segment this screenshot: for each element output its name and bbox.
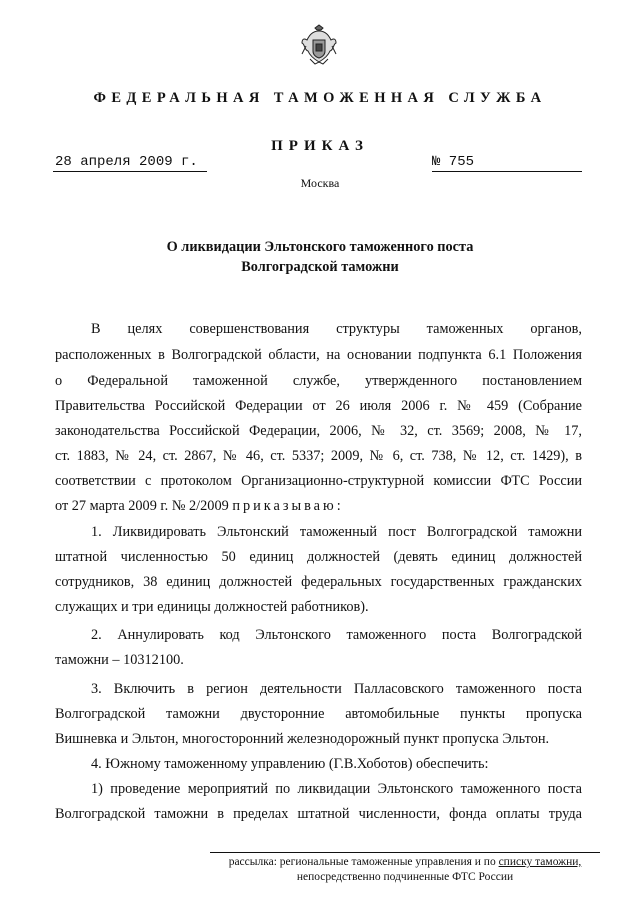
item-2-line-2: таможни – 10312100. — [55, 652, 184, 668]
item-4-1-line-1: 1) проведение мероприятий по ликвидации Эльтонского таможенного поста — [91, 781, 582, 797]
preamble-line-3: о Федеральной таможенной службе, утвержденного постановлением — [55, 373, 582, 389]
item-1-line-4: служащих и три единицы должностей работников). — [55, 599, 369, 615]
preamble-line-1: В целях совершенствования структуры таможенных органов, — [91, 321, 582, 337]
item-4-1-line-2: Волгоградской таможни в пределах штатной численности, фонда оплаты труда — [55, 806, 582, 822]
distribution-line-1: рассылка: региональные таможенные управления и по списку таможни, — [228, 856, 582, 868]
item-4-line-1: 4. Южному таможенному управлению (Г.В.Хоботов) обеспечить: — [91, 756, 489, 772]
title-line-1: О ликвидации Эльтонского таможенного поста — [166, 239, 474, 255]
document-type-title: ПРИКАЗ — [271, 138, 369, 154]
order-verb: приказываю: — [232, 498, 344, 514]
distribution-line-2: непосредственно подчиненные ФТС России — [296, 871, 514, 883]
item-1-line-3: сотрудников, 38 единиц должностей федеральных государственных гражданских — [55, 574, 582, 590]
item-1-line-1: 1. Ликвидировать Эльтонский таможенный пост Волгоградской таможни — [91, 524, 582, 540]
preamble-line-6: ст. 1883, № 24, ст. 2867, № 46, ст. 5337; 2009, № 6, ст. 738, № 12, ст. 1429), в — [55, 448, 582, 464]
item-3-line-2: Волгоградской таможни двусторонние автомобильные пункты пропуска — [55, 706, 582, 722]
order-date: 28 апреля 2009 г. — [53, 154, 207, 172]
city: Москва — [300, 176, 340, 190]
title-line-2: Волгоградской таможни — [241, 259, 399, 275]
preamble-line-5: законодательства Российской Федерации, 2006, № 32, ст. 3569; 2008, № 17, — [55, 423, 582, 439]
document-subject-title — [0, 237, 640, 277]
preamble-line-8: от 27 марта 2009 г. № 2/2009 приказываю: — [55, 498, 344, 514]
item-2-line-1: 2. Аннулировать код Эльтонского таможенного поста Волгоградской — [91, 627, 582, 643]
preamble-line-7: соответствии с протоколом Организационно-структурной комиссии ФТС России — [55, 473, 582, 489]
distribution-note — [210, 852, 600, 885]
order-number: № 755 — [432, 154, 582, 172]
item-3-line-3: Вишневка и Эльтон, многосторонний железнодорожный пункт пропуска Эльтон. — [55, 731, 550, 747]
preamble-line-2: расположенных в Волгоградской области, на основании подпункта 6.1 Положения — [55, 347, 582, 363]
item-3-line-1: 3. Включить в регион деятельности Палласовского таможенного поста — [91, 681, 582, 697]
coat-of-arms-icon — [300, 24, 338, 68]
item-1-line-2: штатной численностью 50 единиц должностей (девять единиц должностей — [55, 549, 582, 565]
agency-name: ФЕДЕРАЛЬНАЯ ТАМОЖЕННАЯ СЛУЖБА — [93, 90, 547, 106]
preamble-line-4: Правительства Российской Федерации от 26 июля 2006 г. № 459 (Собрание — [55, 398, 582, 414]
